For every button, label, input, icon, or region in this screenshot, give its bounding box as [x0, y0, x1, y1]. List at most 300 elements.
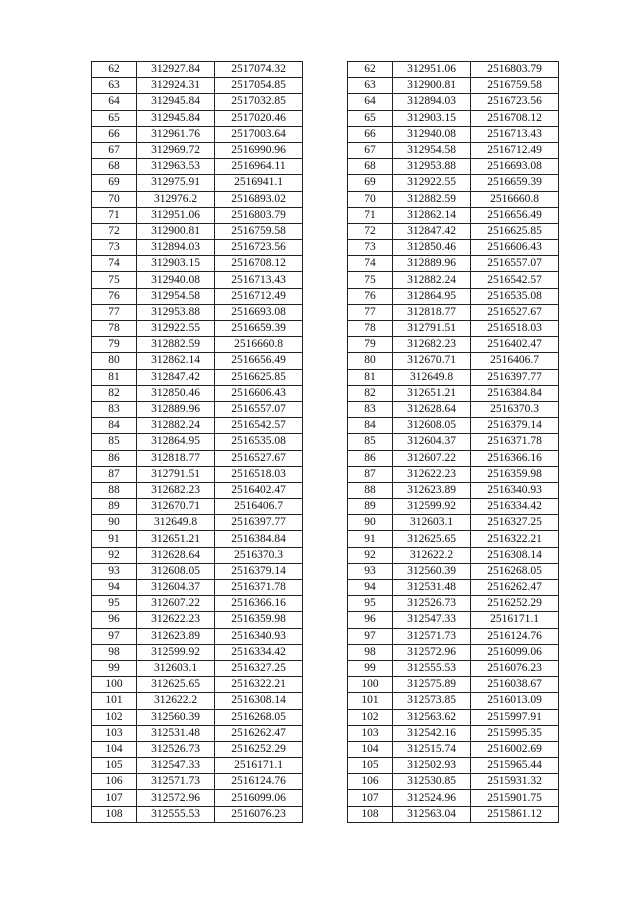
x-coordinate-cell: 312542.16: [393, 725, 471, 741]
y-coordinate-cell: 2516708.12: [471, 110, 559, 126]
table-row: [348, 660, 559, 676]
x-coordinate-cell: 312940.08: [393, 126, 471, 142]
x-coordinate-cell: 312524.96: [393, 790, 471, 806]
table-row: [92, 78, 303, 94]
x-coordinate-cell: 312622.2: [393, 547, 471, 563]
y-coordinate-cell: 2516713.43: [215, 272, 303, 288]
table-row: [92, 741, 303, 757]
x-coordinate-cell: 312649.8: [393, 369, 471, 385]
x-coordinate-cell: 312670.71: [393, 353, 471, 369]
point-number-cell: 86: [92, 450, 137, 466]
y-coordinate-cell: 2516308.14: [215, 693, 303, 709]
table-row: [348, 450, 559, 466]
x-coordinate-cell: 312607.22: [393, 450, 471, 466]
y-coordinate-cell: 2516252.29: [215, 741, 303, 757]
y-coordinate-cell: 2516518.03: [471, 321, 559, 337]
table-row: [92, 175, 303, 191]
point-number-cell: 103: [348, 725, 393, 741]
table-row: [92, 223, 303, 239]
y-coordinate-cell: 2516002.69: [471, 741, 559, 757]
point-number-cell: 63: [348, 78, 393, 94]
x-coordinate-cell: 312791.51: [137, 466, 215, 482]
point-number-cell: 96: [348, 612, 393, 628]
table-row: [92, 434, 303, 450]
table-row: [348, 741, 559, 757]
x-coordinate-cell: 312623.89: [393, 482, 471, 498]
point-number-cell: 89: [92, 499, 137, 515]
y-coordinate-cell: 2516384.84: [471, 385, 559, 401]
point-number-cell: 87: [92, 466, 137, 482]
point-number-cell: 67: [92, 142, 137, 158]
table-row: [92, 304, 303, 320]
x-coordinate-cell: 312903.15: [393, 110, 471, 126]
table-row: [92, 790, 303, 806]
y-coordinate-cell: 2516268.05: [471, 563, 559, 579]
x-coordinate-cell: 312531.48: [393, 580, 471, 596]
x-coordinate-cell: 312560.39: [393, 563, 471, 579]
y-coordinate-cell: 2516693.08: [215, 304, 303, 320]
x-coordinate-cell: 312850.46: [137, 385, 215, 401]
x-coordinate-cell: 312599.92: [393, 499, 471, 515]
table-row: [348, 677, 559, 693]
table-row: [92, 159, 303, 175]
table-row: [348, 418, 559, 434]
y-coordinate-cell: 2516606.43: [215, 385, 303, 401]
table-row: [92, 142, 303, 158]
x-coordinate-cell: 312603.1: [393, 515, 471, 531]
table-row: [92, 337, 303, 353]
y-coordinate-cell: 2516171.1: [215, 758, 303, 774]
x-coordinate-cell: 312954.58: [393, 142, 471, 158]
y-coordinate-cell: 2516406.7: [471, 353, 559, 369]
y-coordinate-cell: 2516370.3: [215, 547, 303, 563]
point-number-cell: 100: [348, 677, 393, 693]
y-coordinate-cell: 2516535.08: [471, 288, 559, 304]
point-number-cell: 101: [92, 693, 137, 709]
x-coordinate-cell: 312953.88: [137, 304, 215, 320]
y-coordinate-cell: 2516379.14: [215, 563, 303, 579]
point-number-cell: 91: [348, 531, 393, 547]
point-number-cell: 82: [348, 385, 393, 401]
x-coordinate-cell: 312628.64: [137, 547, 215, 563]
y-coordinate-cell: 2516660.8: [471, 191, 559, 207]
table-row: [348, 644, 559, 660]
point-number-cell: 81: [348, 369, 393, 385]
table-row: [348, 304, 559, 320]
x-coordinate-cell: 312604.37: [393, 434, 471, 450]
y-coordinate-cell: 2516322.21: [215, 677, 303, 693]
table-row: [348, 790, 559, 806]
table-row: [92, 191, 303, 207]
x-coordinate-cell: 312894.03: [393, 94, 471, 110]
y-coordinate-cell: 2516527.67: [215, 450, 303, 466]
x-coordinate-cell: 312847.42: [137, 369, 215, 385]
x-coordinate-cell: 312850.46: [393, 240, 471, 256]
y-coordinate-cell: 2516803.79: [471, 62, 559, 78]
x-coordinate-cell: 312526.73: [137, 741, 215, 757]
point-number-cell: 66: [92, 126, 137, 142]
point-number-cell: 108: [92, 806, 137, 822]
table-row: [92, 547, 303, 563]
table-row: [348, 628, 559, 644]
table-row: [92, 369, 303, 385]
x-coordinate-cell: 312791.51: [393, 321, 471, 337]
x-coordinate-cell: 312670.71: [137, 499, 215, 515]
y-coordinate-cell: 2516723.56: [215, 240, 303, 256]
table-row: [348, 337, 559, 353]
y-coordinate-cell: 2516964.11: [215, 159, 303, 175]
point-number-cell: 77: [348, 304, 393, 320]
x-coordinate-cell: 312924.31: [137, 78, 215, 94]
table-row: [92, 806, 303, 822]
point-number-cell: 83: [348, 401, 393, 417]
coordinate-table-right-body: [348, 62, 559, 823]
table-row: [348, 401, 559, 417]
point-number-cell: 73: [348, 240, 393, 256]
point-number-cell: 83: [92, 401, 137, 417]
table-row: [92, 450, 303, 466]
y-coordinate-cell: 2516712.49: [215, 288, 303, 304]
table-row: [348, 256, 559, 272]
y-coordinate-cell: 2517020.46: [215, 110, 303, 126]
table-row: [92, 725, 303, 741]
y-coordinate-cell: 2516359.98: [471, 466, 559, 482]
x-coordinate-cell: 312607.22: [137, 596, 215, 612]
table-row: [92, 62, 303, 78]
y-coordinate-cell: 2516402.47: [215, 482, 303, 498]
point-number-cell: 80: [92, 353, 137, 369]
point-number-cell: 62: [92, 62, 137, 78]
point-number-cell: 62: [348, 62, 393, 78]
y-coordinate-cell: 2516712.49: [471, 142, 559, 158]
point-number-cell: 106: [348, 774, 393, 790]
table-row: [92, 94, 303, 110]
table-row: [348, 288, 559, 304]
table-row: [92, 580, 303, 596]
point-number-cell: 68: [348, 159, 393, 175]
point-number-cell: 98: [92, 644, 137, 660]
point-number-cell: 74: [92, 256, 137, 272]
y-coordinate-cell: 2516124.76: [471, 628, 559, 644]
x-coordinate-cell: 312560.39: [137, 709, 215, 725]
y-coordinate-cell: 2516322.21: [471, 531, 559, 547]
y-coordinate-cell: 2516308.14: [471, 547, 559, 563]
point-number-cell: 71: [92, 207, 137, 223]
point-number-cell: 87: [348, 466, 393, 482]
x-coordinate-cell: 312862.14: [393, 207, 471, 223]
y-coordinate-cell: 2516099.06: [471, 644, 559, 660]
y-coordinate-cell: 2516076.23: [215, 806, 303, 822]
x-coordinate-cell: 312651.21: [393, 385, 471, 401]
x-coordinate-cell: 312927.84: [137, 62, 215, 78]
point-number-cell: 88: [92, 482, 137, 498]
table-row: [92, 207, 303, 223]
y-coordinate-cell: 2517054.85: [215, 78, 303, 94]
point-number-cell: 79: [348, 337, 393, 353]
point-number-cell: 76: [348, 288, 393, 304]
x-coordinate-cell: 312573.85: [393, 693, 471, 709]
table-row: [348, 110, 559, 126]
table-row: [348, 725, 559, 741]
y-coordinate-cell: 2515931.32: [471, 774, 559, 790]
x-coordinate-cell: 312555.53: [393, 660, 471, 676]
x-coordinate-cell: 312882.59: [137, 337, 215, 353]
table-row: [348, 272, 559, 288]
y-coordinate-cell: 2516366.16: [471, 450, 559, 466]
x-coordinate-cell: 312547.33: [137, 758, 215, 774]
table-row: [92, 693, 303, 709]
table-row: [92, 531, 303, 547]
y-coordinate-cell: 2516402.47: [471, 337, 559, 353]
point-number-cell: 92: [92, 547, 137, 563]
point-number-cell: 71: [348, 207, 393, 223]
table-row: [92, 677, 303, 693]
x-coordinate-cell: 312922.55: [393, 175, 471, 191]
x-coordinate-cell: 312623.89: [137, 628, 215, 644]
x-coordinate-cell: 312945.84: [137, 94, 215, 110]
x-coordinate-cell: 312682.23: [137, 482, 215, 498]
table-row: [348, 515, 559, 531]
x-coordinate-cell: 312882.59: [393, 191, 471, 207]
y-coordinate-cell: 2515995.35: [471, 725, 559, 741]
point-number-cell: 68: [92, 159, 137, 175]
point-number-cell: 104: [348, 741, 393, 757]
point-number-cell: 94: [348, 580, 393, 596]
x-coordinate-cell: 312945.84: [137, 110, 215, 126]
point-number-cell: 70: [348, 191, 393, 207]
table-row: [92, 240, 303, 256]
point-number-cell: 64: [92, 94, 137, 110]
table-row: [92, 126, 303, 142]
y-coordinate-cell: 2516013.09: [471, 693, 559, 709]
x-coordinate-cell: 312862.14: [137, 353, 215, 369]
x-coordinate-cell: 312682.23: [393, 337, 471, 353]
table-row: [92, 272, 303, 288]
y-coordinate-cell: 2516327.25: [471, 515, 559, 531]
y-coordinate-cell: 2516124.76: [215, 774, 303, 790]
coordinate-table-right: [347, 61, 559, 823]
table-row: [92, 563, 303, 579]
y-coordinate-cell: 2516660.8: [215, 337, 303, 353]
point-number-cell: 63: [92, 78, 137, 94]
table-row: [92, 110, 303, 126]
table-row: [348, 223, 559, 239]
x-coordinate-cell: 312818.77: [393, 304, 471, 320]
table-row: [348, 434, 559, 450]
table-row: [92, 758, 303, 774]
x-coordinate-cell: 312572.96: [137, 790, 215, 806]
y-coordinate-cell: 2516406.7: [215, 499, 303, 515]
point-number-cell: 77: [92, 304, 137, 320]
y-coordinate-cell: 2516557.07: [215, 401, 303, 417]
point-number-cell: 69: [348, 175, 393, 191]
point-number-cell: 102: [92, 709, 137, 725]
coordinate-table-left: [91, 61, 303, 823]
table-row: [92, 401, 303, 417]
y-coordinate-cell: 2517032.85: [215, 94, 303, 110]
y-coordinate-cell: 2516262.47: [471, 580, 559, 596]
y-coordinate-cell: 2516334.42: [215, 644, 303, 660]
x-coordinate-cell: 312900.81: [393, 78, 471, 94]
y-coordinate-cell: 2515901.75: [471, 790, 559, 806]
y-coordinate-cell: 2516708.12: [215, 256, 303, 272]
y-coordinate-cell: 2516527.67: [471, 304, 559, 320]
x-coordinate-cell: 312649.8: [137, 515, 215, 531]
point-number-cell: 98: [348, 644, 393, 660]
point-number-cell: 75: [92, 272, 137, 288]
x-coordinate-cell: 312922.55: [137, 321, 215, 337]
table-row: [92, 482, 303, 498]
x-coordinate-cell: 312530.85: [393, 774, 471, 790]
point-number-cell: 74: [348, 256, 393, 272]
x-coordinate-cell: 312563.04: [393, 806, 471, 822]
point-number-cell: 94: [92, 580, 137, 596]
y-coordinate-cell: 2516659.39: [471, 175, 559, 191]
table-row: [92, 499, 303, 515]
table-row: [92, 288, 303, 304]
x-coordinate-cell: 312526.73: [393, 596, 471, 612]
point-number-cell: 92: [348, 547, 393, 563]
x-coordinate-cell: 312599.92: [137, 644, 215, 660]
point-number-cell: 85: [92, 434, 137, 450]
point-number-cell: 89: [348, 499, 393, 515]
point-number-cell: 66: [348, 126, 393, 142]
y-coordinate-cell: 2516625.85: [215, 369, 303, 385]
point-number-cell: 97: [348, 628, 393, 644]
table-row: [92, 774, 303, 790]
table-row: [92, 644, 303, 660]
x-coordinate-cell: 312953.88: [393, 159, 471, 175]
x-coordinate-cell: 312961.76: [137, 126, 215, 142]
x-coordinate-cell: 312847.42: [393, 223, 471, 239]
x-coordinate-cell: 312954.58: [137, 288, 215, 304]
y-coordinate-cell: 2516542.57: [215, 418, 303, 434]
y-coordinate-cell: 2516334.42: [471, 499, 559, 515]
x-coordinate-cell: 312622.23: [137, 612, 215, 628]
point-number-cell: 99: [92, 660, 137, 676]
point-number-cell: 69: [92, 175, 137, 191]
y-coordinate-cell: 2516262.47: [215, 725, 303, 741]
x-coordinate-cell: 312976.2: [137, 191, 215, 207]
x-coordinate-cell: 312882.24: [393, 272, 471, 288]
point-number-cell: 73: [92, 240, 137, 256]
table-row: [348, 159, 559, 175]
point-number-cell: 107: [348, 790, 393, 806]
point-number-cell: 72: [348, 223, 393, 239]
point-number-cell: 99: [348, 660, 393, 676]
point-number-cell: 102: [348, 709, 393, 725]
table-row: [348, 482, 559, 498]
table-row: [92, 418, 303, 434]
y-coordinate-cell: 2516099.06: [215, 790, 303, 806]
y-coordinate-cell: 2516656.49: [215, 353, 303, 369]
table-row: [348, 62, 559, 78]
point-number-cell: 108: [348, 806, 393, 822]
point-number-cell: 75: [348, 272, 393, 288]
y-coordinate-cell: 2516397.77: [471, 369, 559, 385]
x-coordinate-cell: 312571.73: [137, 774, 215, 790]
y-coordinate-cell: 2515861.12: [471, 806, 559, 822]
y-coordinate-cell: 2516252.29: [471, 596, 559, 612]
y-coordinate-cell: 2516379.14: [471, 418, 559, 434]
point-number-cell: 82: [92, 385, 137, 401]
point-number-cell: 103: [92, 725, 137, 741]
y-coordinate-cell: 2516659.39: [215, 321, 303, 337]
x-coordinate-cell: 312651.21: [137, 531, 215, 547]
y-coordinate-cell: 2516656.49: [471, 207, 559, 223]
x-coordinate-cell: 312951.06: [393, 62, 471, 78]
x-coordinate-cell: 312940.08: [137, 272, 215, 288]
point-number-cell: 95: [92, 596, 137, 612]
point-number-cell: 101: [348, 693, 393, 709]
y-coordinate-cell: 2516171.1: [471, 612, 559, 628]
y-coordinate-cell: 2517003.64: [215, 126, 303, 142]
table-row: [348, 126, 559, 142]
point-number-cell: 72: [92, 223, 137, 239]
point-number-cell: 65: [348, 110, 393, 126]
table-row: [348, 709, 559, 725]
table-row: [92, 321, 303, 337]
point-number-cell: 91: [92, 531, 137, 547]
table-row: [348, 499, 559, 515]
x-coordinate-cell: 312515.74: [393, 741, 471, 757]
y-coordinate-cell: 2516076.23: [471, 660, 559, 676]
table-row: [348, 175, 559, 191]
y-coordinate-cell: 2516990.96: [215, 142, 303, 158]
point-number-cell: 79: [92, 337, 137, 353]
table-row: [348, 94, 559, 110]
table-row: [92, 612, 303, 628]
point-number-cell: 106: [92, 774, 137, 790]
table-row: [348, 531, 559, 547]
table-row: [92, 353, 303, 369]
table-row: [348, 385, 559, 401]
table-row: [92, 660, 303, 676]
point-number-cell: 93: [348, 563, 393, 579]
table-row: [348, 191, 559, 207]
point-number-cell: 84: [348, 418, 393, 434]
x-coordinate-cell: 312889.96: [137, 401, 215, 417]
y-coordinate-cell: 2515965.44: [471, 758, 559, 774]
x-coordinate-cell: 312555.53: [137, 806, 215, 822]
x-coordinate-cell: 312622.23: [393, 466, 471, 482]
y-coordinate-cell: 2516713.43: [471, 126, 559, 142]
point-number-cell: 100: [92, 677, 137, 693]
x-coordinate-cell: 312572.96: [393, 644, 471, 660]
x-coordinate-cell: 312604.37: [137, 580, 215, 596]
y-coordinate-cell: 2516359.98: [215, 612, 303, 628]
table-row: [348, 693, 559, 709]
point-number-cell: 64: [348, 94, 393, 110]
table-row: [92, 628, 303, 644]
table-row: [348, 321, 559, 337]
point-number-cell: 105: [92, 758, 137, 774]
x-coordinate-cell: 312603.1: [137, 660, 215, 676]
y-coordinate-cell: 2515997.91: [471, 709, 559, 725]
y-coordinate-cell: 2516038.67: [471, 677, 559, 693]
y-coordinate-cell: 2516384.84: [215, 531, 303, 547]
x-coordinate-cell: 312563.62: [393, 709, 471, 725]
table-row: [348, 207, 559, 223]
x-coordinate-cell: 312547.33: [393, 612, 471, 628]
x-coordinate-cell: 312571.73: [393, 628, 471, 644]
y-coordinate-cell: 2516693.08: [471, 159, 559, 175]
table-row: [348, 466, 559, 482]
y-coordinate-cell: 2516759.58: [215, 223, 303, 239]
y-coordinate-cell: 2516535.08: [215, 434, 303, 450]
point-number-cell: 97: [92, 628, 137, 644]
table-row: [348, 612, 559, 628]
